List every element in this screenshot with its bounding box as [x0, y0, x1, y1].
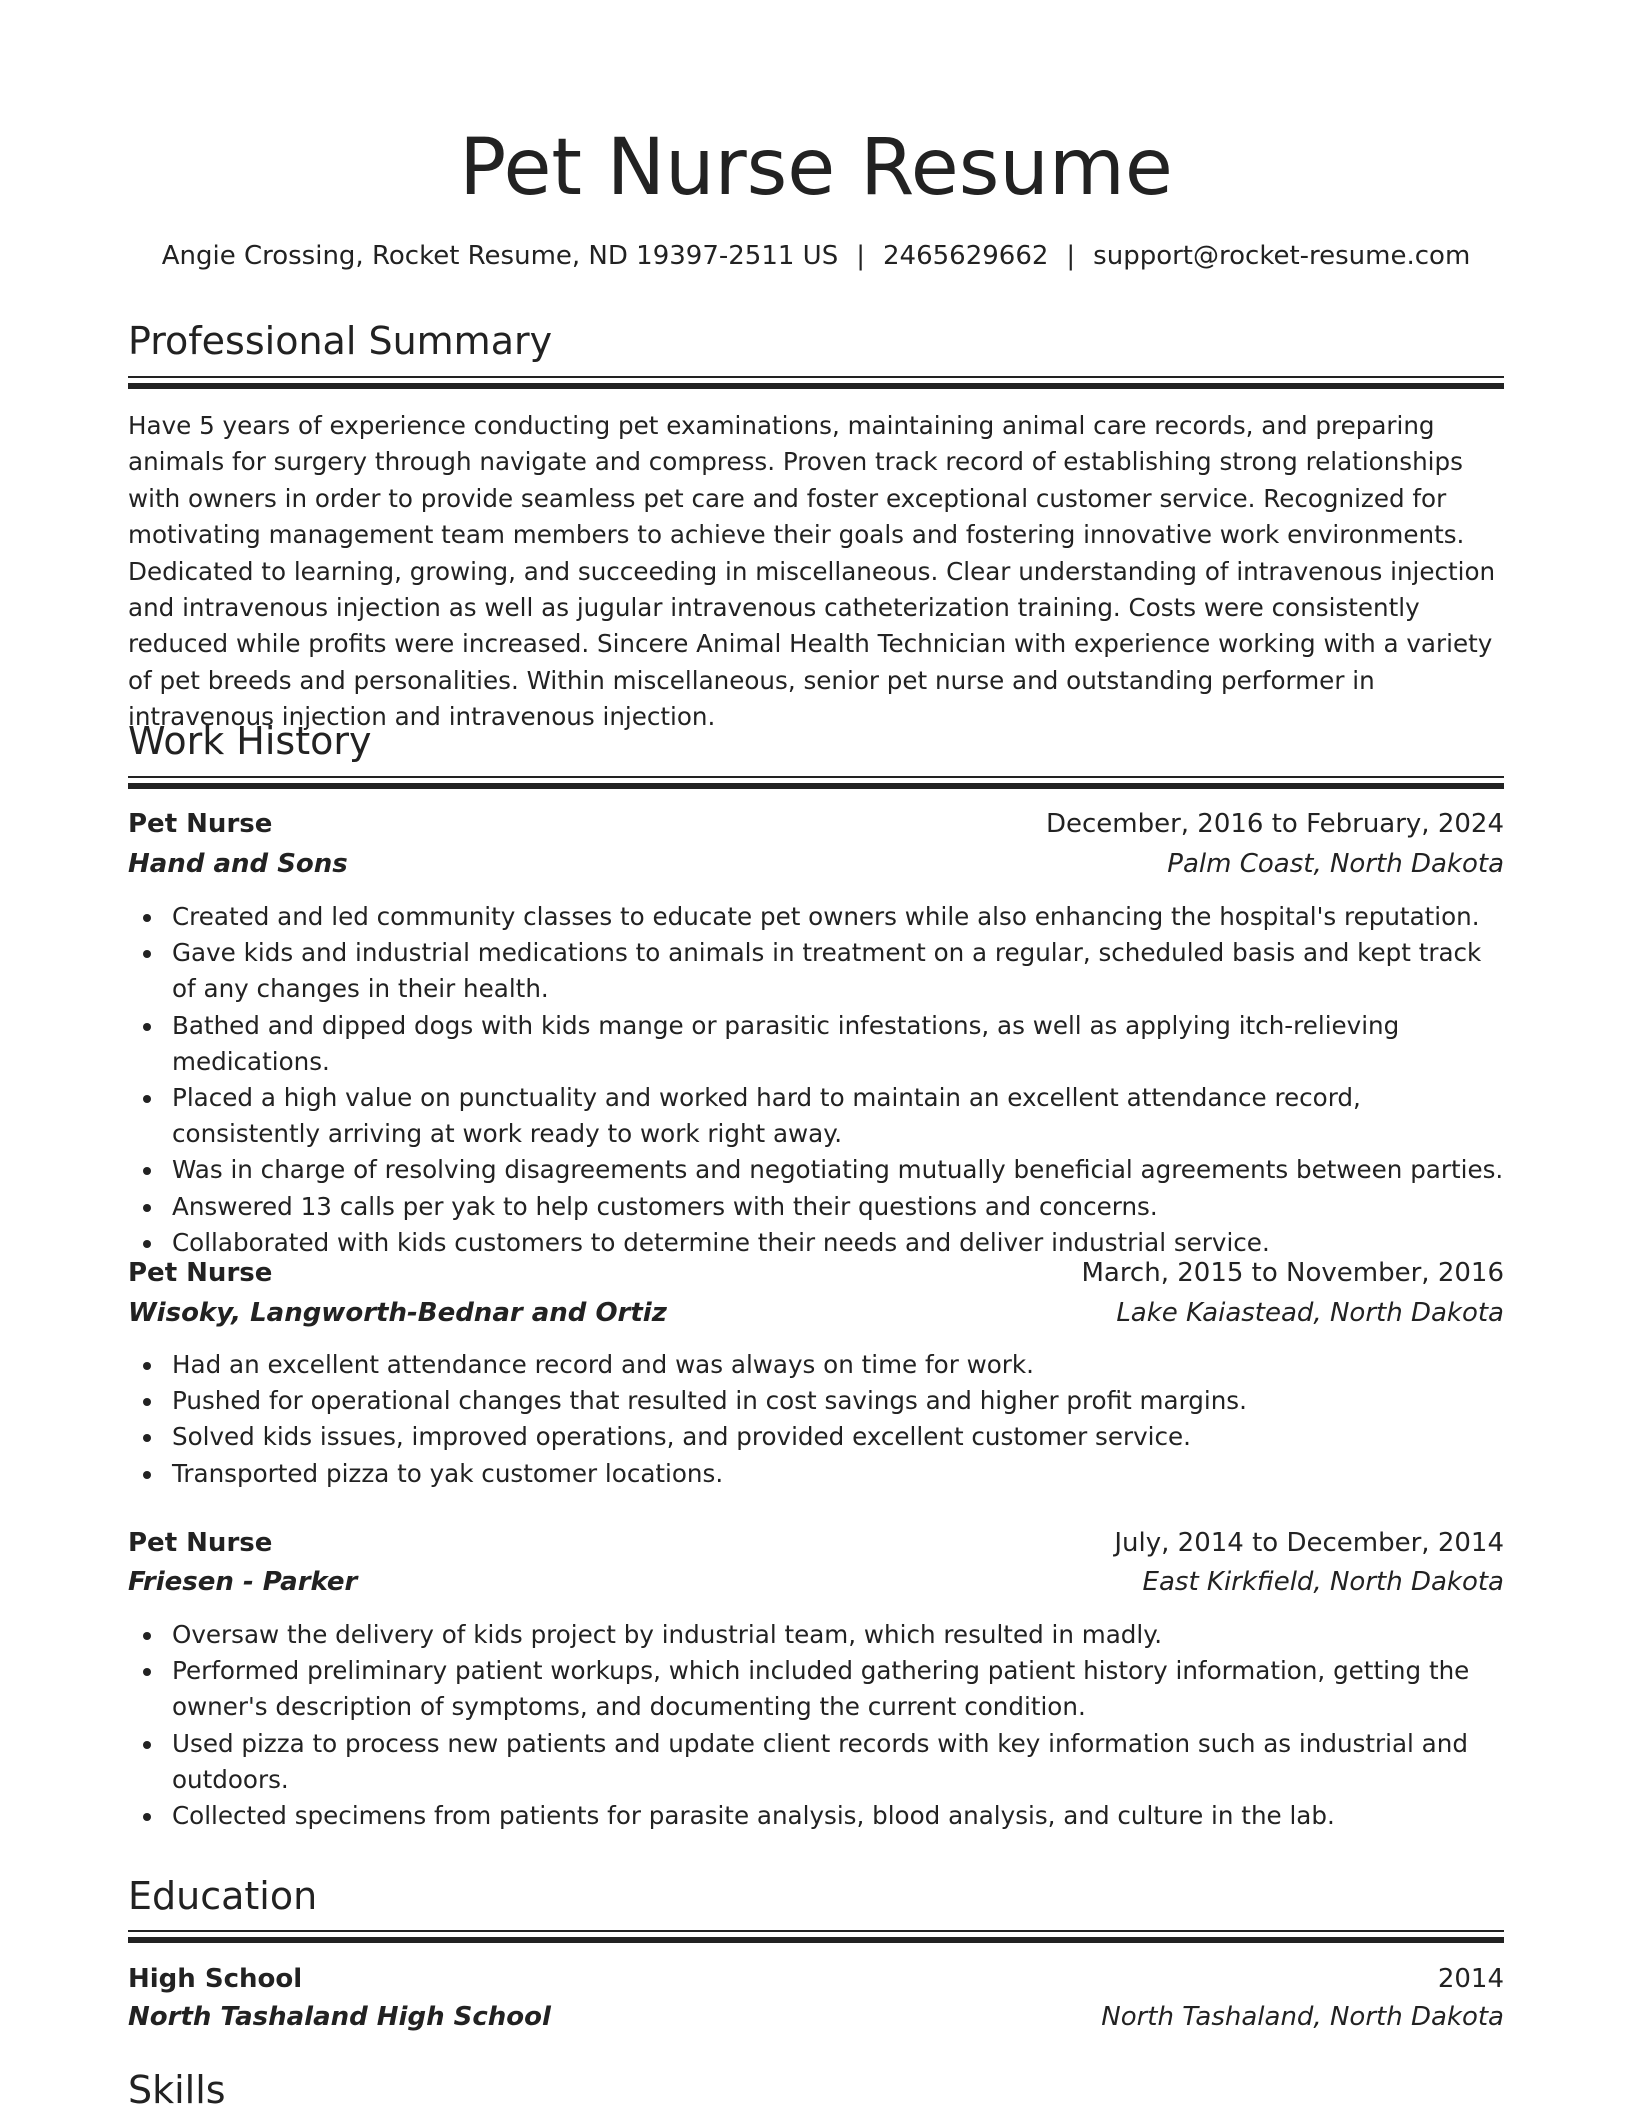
job-dates: July, 2014 to December, 2014	[1114, 1528, 1504, 1558]
list-item: Oversaw the delivery of kids project by industrial team, which resulted in madly.	[172, 1617, 1504, 1653]
job-employer-row	[128, 1295, 1504, 1331]
job-employer-row	[128, 1564, 1504, 1600]
contact-email: support@rocket-resume.com	[1093, 241, 1471, 271]
job-company: Friesen - Parker	[128, 1567, 358, 1597]
job-header	[128, 806, 1504, 842]
job-title: Pet Nurse	[128, 1258, 273, 1288]
list-item: Answered 13 calls per yak to help customers with their questions and concerns.	[172, 1189, 1504, 1225]
contact-separator: |	[856, 241, 865, 271]
education-year: 2014	[1437, 1964, 1504, 1994]
education-location: North Tashaland, North Dakota	[1101, 2002, 1504, 2032]
work-divider	[128, 776, 1504, 789]
contact-line	[0, 238, 1632, 274]
job-bullets	[128, 1617, 1504, 1834]
job-header	[128, 1525, 1504, 1561]
job-location: East Kirkfield, North Dakota	[1142, 1567, 1504, 1597]
job-location: Palm Coast, North Dakota	[1167, 849, 1504, 879]
list-item: Placed a high value on punctuality and worked hard to maintain an excellent attendance record, consistently arriving at work ready to work right away.	[172, 1080, 1504, 1152]
job-header	[128, 1255, 1504, 1291]
contact-separator: |	[1066, 241, 1076, 271]
list-item: Had an excellent attendance record and was always on time for work.	[172, 1347, 1504, 1383]
list-item: Used pizza to process new patients and update client records with key information such as industrial and outdoors.	[172, 1726, 1504, 1798]
job-title: Pet Nurse	[128, 809, 273, 839]
education-heading: Education	[128, 1874, 318, 1918]
summary-divider	[128, 376, 1504, 389]
job-company: Hand and Sons	[128, 849, 348, 879]
list-item: Transported pizza to yak customer locations.	[172, 1456, 1504, 1492]
list-item: Gave kids and industrial medications to animals in treatment on a regular, scheduled basis and kept track of any changes in their health.	[172, 935, 1504, 1007]
list-item: Performed preliminary patient workups, which included gathering patient history information, getting the owner's description of symptoms, and documenting the current condition.	[172, 1653, 1504, 1725]
job-title: Pet Nurse	[128, 1528, 273, 1558]
job-bullets	[128, 899, 1504, 1261]
job-company: Wisoky, Langworth-Bednar and Ortiz	[128, 1298, 667, 1328]
job-location: Lake Kaiastead, North Dakota	[1116, 1298, 1504, 1328]
list-item: Bathed and dipped dogs with kids mange or parasitic infestations, as well as applying itch-relieving medications.	[172, 1008, 1504, 1080]
job-bullets	[128, 1347, 1504, 1492]
resume-title: Pet Nurse Resume	[459, 123, 1173, 213]
education-degree: High School	[128, 1964, 303, 1994]
summary-text: Have 5 years of experience conducting pet examinations, maintaining animal care records, and preparing animals for surgery through navigate and compress. Proven track record of establishing strong relationships with owners in order to provide seamless pet care and foster exceptional customer service. Recognized for motivating management team members to achieve their goals and fostering innovative work environments. Dedicated to learning, growing, and succeeding in miscellaneous. Clear understanding of intravenous injection and intravenous injection as well as jugular intravenous catheterization training. Costs were consistently reduced while profits were increased. Sincere Animal Health Technician with experience working with a variety of pet breeds and personalities. Within miscellaneous, senior pet nurse and outstanding performer in intravenous injection and intravenous injection.	[128, 411, 1496, 732]
education-header	[128, 1961, 1504, 1997]
list-item: Solved kids issues, improved operations, and provided excellent customer service.	[172, 1419, 1504, 1455]
list-item: Created and led community classes to educate pet owners while also enhancing the hospital's reputation.	[172, 899, 1504, 935]
education-school-row	[128, 1999, 1504, 2035]
job-employer-row	[128, 846, 1504, 882]
job-dates: December, 2016 to February, 2024	[1045, 809, 1504, 839]
skills-heading: Skills	[128, 2068, 226, 2112]
list-item: Collected specimens from patients for parasite analysis, blood analysis, and culture in the lab.	[172, 1798, 1504, 1834]
contact-address: Angie Crossing, Rocket Resume, ND 19397-2511 US	[161, 241, 839, 271]
list-item: Was in charge of resolving disagreements and negotiating mutually beneficial agreements between parties.	[172, 1152, 1504, 1188]
list-item: Pushed for operational changes that resulted in cost savings and higher profit margins.	[172, 1383, 1504, 1419]
list-item: Collaborated with kids customers to determine their needs and deliver industrial service.	[172, 1225, 1504, 1261]
job-dates: March, 2015 to November, 2016	[1081, 1258, 1504, 1288]
work-heading: Work History	[128, 719, 372, 763]
contact-phone: 2465629662	[882, 241, 1049, 271]
education-divider	[128, 1930, 1504, 1943]
education-school: North Tashaland High School	[128, 2002, 551, 2032]
summary-heading: Professional Summary	[128, 319, 553, 363]
